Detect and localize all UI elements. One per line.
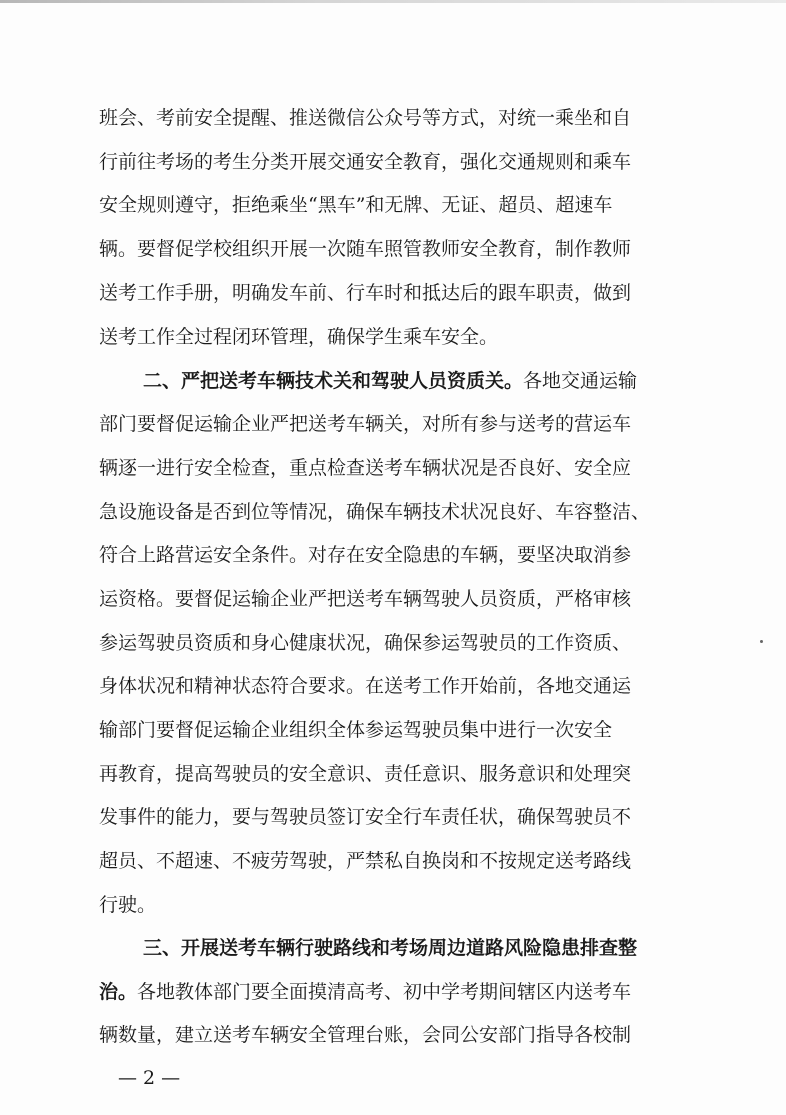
section-3-text: 各地教体部门要全面摸清高考、初中学考期间辖区内送考车	[137, 981, 632, 1003]
text-line: 身体状况和精神状态符合要求。在送考工作开始前，各地交通运	[99, 675, 632, 697]
text-line: 符合上路营运安全条件。对存在安全隐患的车辆，要坚决取消参	[99, 544, 632, 566]
text-line: 辆。要督促学校组织开展一次随车照管教师安全教育，制作教师	[99, 238, 632, 260]
text-line: 行驶。	[99, 894, 157, 916]
text-line: 班会、考前安全提醒、推送微信公众号等方式，对统一乘坐和自	[99, 107, 632, 129]
text-line: 急设施设备是否到位等情况，确保车辆技术状况良好、车容整洁、	[99, 501, 651, 523]
section-heading-line	[143, 366, 714, 396]
section-3-heading: 三、开展送考车辆行驶路线和考场周边道路风险隐患排查整	[143, 937, 638, 959]
text-line: 参运驾驶员资质和身心健康状况，确保参运驾驶员的工作资质、	[99, 632, 632, 654]
text-line: 输部门要督促运输企业组织全体参运驾驶员集中进行一次安全	[99, 719, 613, 741]
text-line: 运资格。要督促运输企业严把送考车辆驾驶人员资质，严格审核	[99, 588, 632, 610]
text-line: 再教育，提高驾驶员的安全意识、责任意识、服务意识和处理突	[99, 763, 632, 785]
text-line: 部门要督促运输企业严把送考车辆关，对所有参与送考的营运车	[99, 413, 632, 435]
section-2-text: 各地交通运输	[523, 370, 638, 392]
text-line: 安全规则遵守，拒绝乘坐“黑车”和无牌、无证、超员、超速车	[99, 194, 613, 216]
scan-edge	[0, 0, 786, 3]
text-line: 送考工作全过程闭环管理，确保学生乘车安全。	[99, 326, 499, 348]
text-line: 行前往考场的考生分类开展交通安全教育，强化交通规则和乘车	[99, 151, 632, 173]
text-line: 超员、不超速、不疲劳驾驶，严禁私自换岗和不按规定送考路线	[99, 850, 632, 872]
section-2-heading: 二、严把送考车辆技术关和驾驶人员资质关。	[143, 370, 524, 392]
page-number: — 2 —	[118, 1067, 181, 1089]
text-line: 发事件的能力，要与驾驶员签订安全行车责任状，确保驾驶员不	[99, 806, 632, 828]
text-line: 辆逐一进行安全检查，重点检查送考车辆状况是否良好、安全应	[99, 457, 632, 479]
text-line: 辆数量，建立送考车辆安全管理台账，会同公安部门指导各校制	[99, 1024, 632, 1046]
scan-speck	[760, 640, 763, 643]
section-3-heading-cont: 治。	[99, 981, 138, 1003]
section-heading-line	[99, 977, 714, 1007]
section-heading-line	[143, 933, 714, 963]
text-line: 送考工作手册，明确发车前、行车时和抵达后的跟车职责，做到	[99, 282, 632, 304]
